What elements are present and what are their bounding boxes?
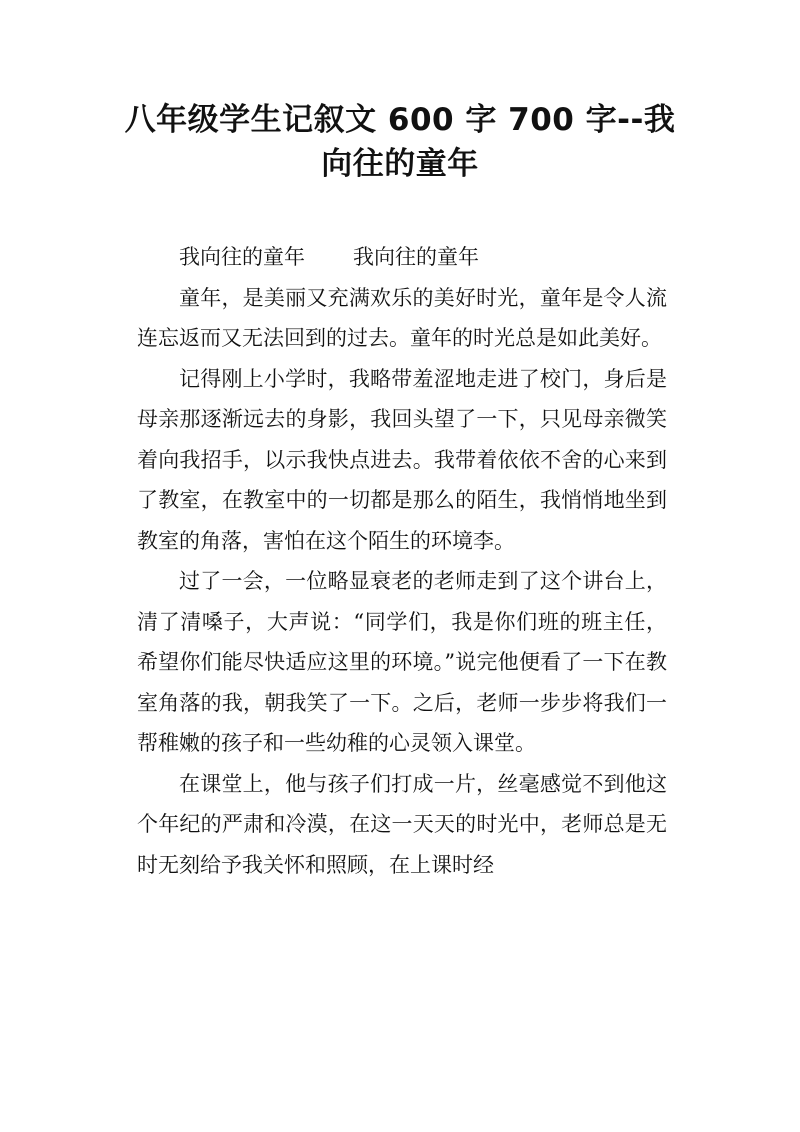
subheading-b: 我向往的童年 [353, 245, 479, 269]
paragraph: 记得刚上小学时，我略带羞涩地走进了校门，身后是母亲那逐渐远去的身影，我回头望了一下，只见母亲微笑着向我招手，以示我快点进去。我带着依依不舍的心来到了教室，在教室中的一切都是那么的陌生，我悄悄地坐到教室的角落，害怕在这个陌生的环境李。 [137, 366, 667, 553]
paragraph: 过了一会，一位略显衰老的老师走到了这个讲台上，清了清嗓子，大声说：“同学们，我是你们班的班主任，希望你们能尽快适应这里的环境。”说完他便看了一下在教室角落的我，朝我笑了一下。之后，老师一步步将我们一帮稚嫩的孩子和一些幼稚的心灵领入课堂。 [137, 569, 667, 755]
title-line-1: 八年级学生记叙文 600 字 700 字--我 [124, 102, 676, 138]
subheading-line [137, 237, 667, 278]
subheading-a: 我向往的童年 [179, 245, 305, 269]
document-body [137, 237, 667, 885]
title-line-2: 向往的童年 [321, 146, 479, 182]
paragraph: 在课堂上，他与孩子们打成一片，丝毫感觉不到他这个年纪的严肃和冷漠，在这一天天的时光中，老师总是无时无刻给予我关怀和照顾，在上课时经 [137, 771, 667, 877]
document-title [120, 98, 680, 186]
paragraph: 童年，是美丽又充满欢乐的美好时光，童年是令人流连忘返而又无法回到的过去。童年的时光总是如此美好。 [137, 285, 667, 350]
